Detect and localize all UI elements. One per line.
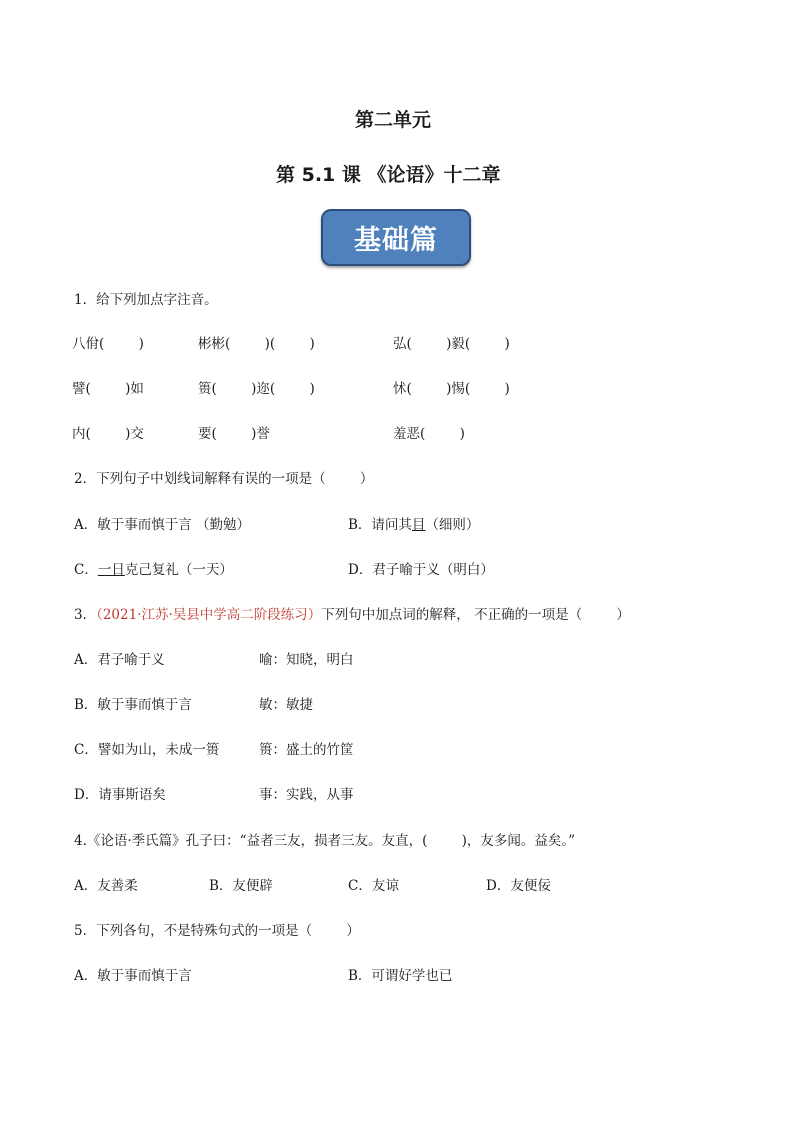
q2-underlined-word: 一日 — [97, 562, 125, 578]
q1-item: 譬( )如 — [72, 381, 144, 397]
q3-source: （2021·江苏·吴县中学高二阶段练习） — [96, 607, 322, 623]
q2-option-d: D．君子喻于义（明白） — [348, 562, 494, 578]
q2-option-a: A．敏于事而慎于言 （勤勉） — [74, 517, 251, 533]
q1-item: 彬彬( )( ) — [198, 336, 315, 352]
q5-option-b: B．可谓好学也已 — [348, 968, 453, 984]
section-badge — [321, 209, 471, 266]
q1-item: 弘( )毅( ) — [393, 336, 510, 352]
q4-option: D．友便佞 — [486, 878, 551, 894]
q2-option-c — [74, 560, 233, 580]
q1-item: 要( )誉 — [198, 426, 270, 442]
q1-item: 内( )交 — [72, 426, 144, 442]
q2-underlined-word: 目 — [411, 517, 426, 533]
q2-option-c-pre: C． — [74, 562, 98, 578]
q4-option: B．友便辟 — [209, 878, 273, 894]
q3-option-meaning: 敏：敏捷 — [259, 697, 313, 713]
q2-option-b-pre: B．请问其 — [348, 517, 412, 533]
q3-option-sentence: B．敏于事而慎于言 — [74, 697, 192, 713]
q1-item: 怵( )惕( ) — [393, 381, 510, 397]
q4-option: C．友谅 — [348, 878, 399, 894]
q1-item: 羞恶( ) — [393, 426, 465, 442]
q3-option-meaning: 喻：知晓，明白 — [259, 652, 354, 668]
unit-title: 第二单元 — [355, 109, 432, 131]
q3-number: 3． — [74, 607, 97, 623]
q5-stem: 5．下列各句，不是特殊句式的一项是（ ） — [74, 923, 360, 939]
q4-option: A．友善柔 — [74, 878, 138, 894]
q3-option-sentence: C．譬如为山，未成一篑 — [74, 742, 220, 758]
q3-stem: 下列句中加点词的解释， 不正确的一项是（ ） — [321, 607, 630, 623]
q1-item: 八佾( ) — [72, 336, 144, 352]
q2-option-b — [348, 515, 479, 535]
q1-item: 篑( )迩( ) — [198, 381, 315, 397]
q4-stem: 4.《论语·季氏篇》孔子曰：“益者三友，损者三友。友直，( )，友多闻。益矣。” — [74, 833, 576, 849]
lesson-title: 第 5.1 课 《论语》十二章 — [276, 164, 501, 186]
q2-option-b-post: （细则） — [425, 517, 480, 533]
q1-stem: 1．给下列加点字注音。 — [74, 292, 218, 308]
q2-stem: 2．下列句子中划线词解释有误的一项是（ ） — [74, 471, 374, 487]
q3-option-meaning: 篑：盛土的竹筐 — [259, 742, 354, 758]
q5-option-a: A．敏于事而慎于言 — [74, 968, 192, 984]
section-badge-label: 基础篇 — [354, 225, 438, 256]
q3-option-sentence: A．君子喻于义 — [74, 652, 165, 668]
q2-option-c-post: 克己复礼（一天） — [124, 562, 233, 578]
q3-stem-line — [74, 605, 630, 625]
q3-option-sentence: D．请事斯语矣 — [74, 787, 166, 803]
q3-option-meaning: 事：实践，从事 — [259, 787, 354, 803]
